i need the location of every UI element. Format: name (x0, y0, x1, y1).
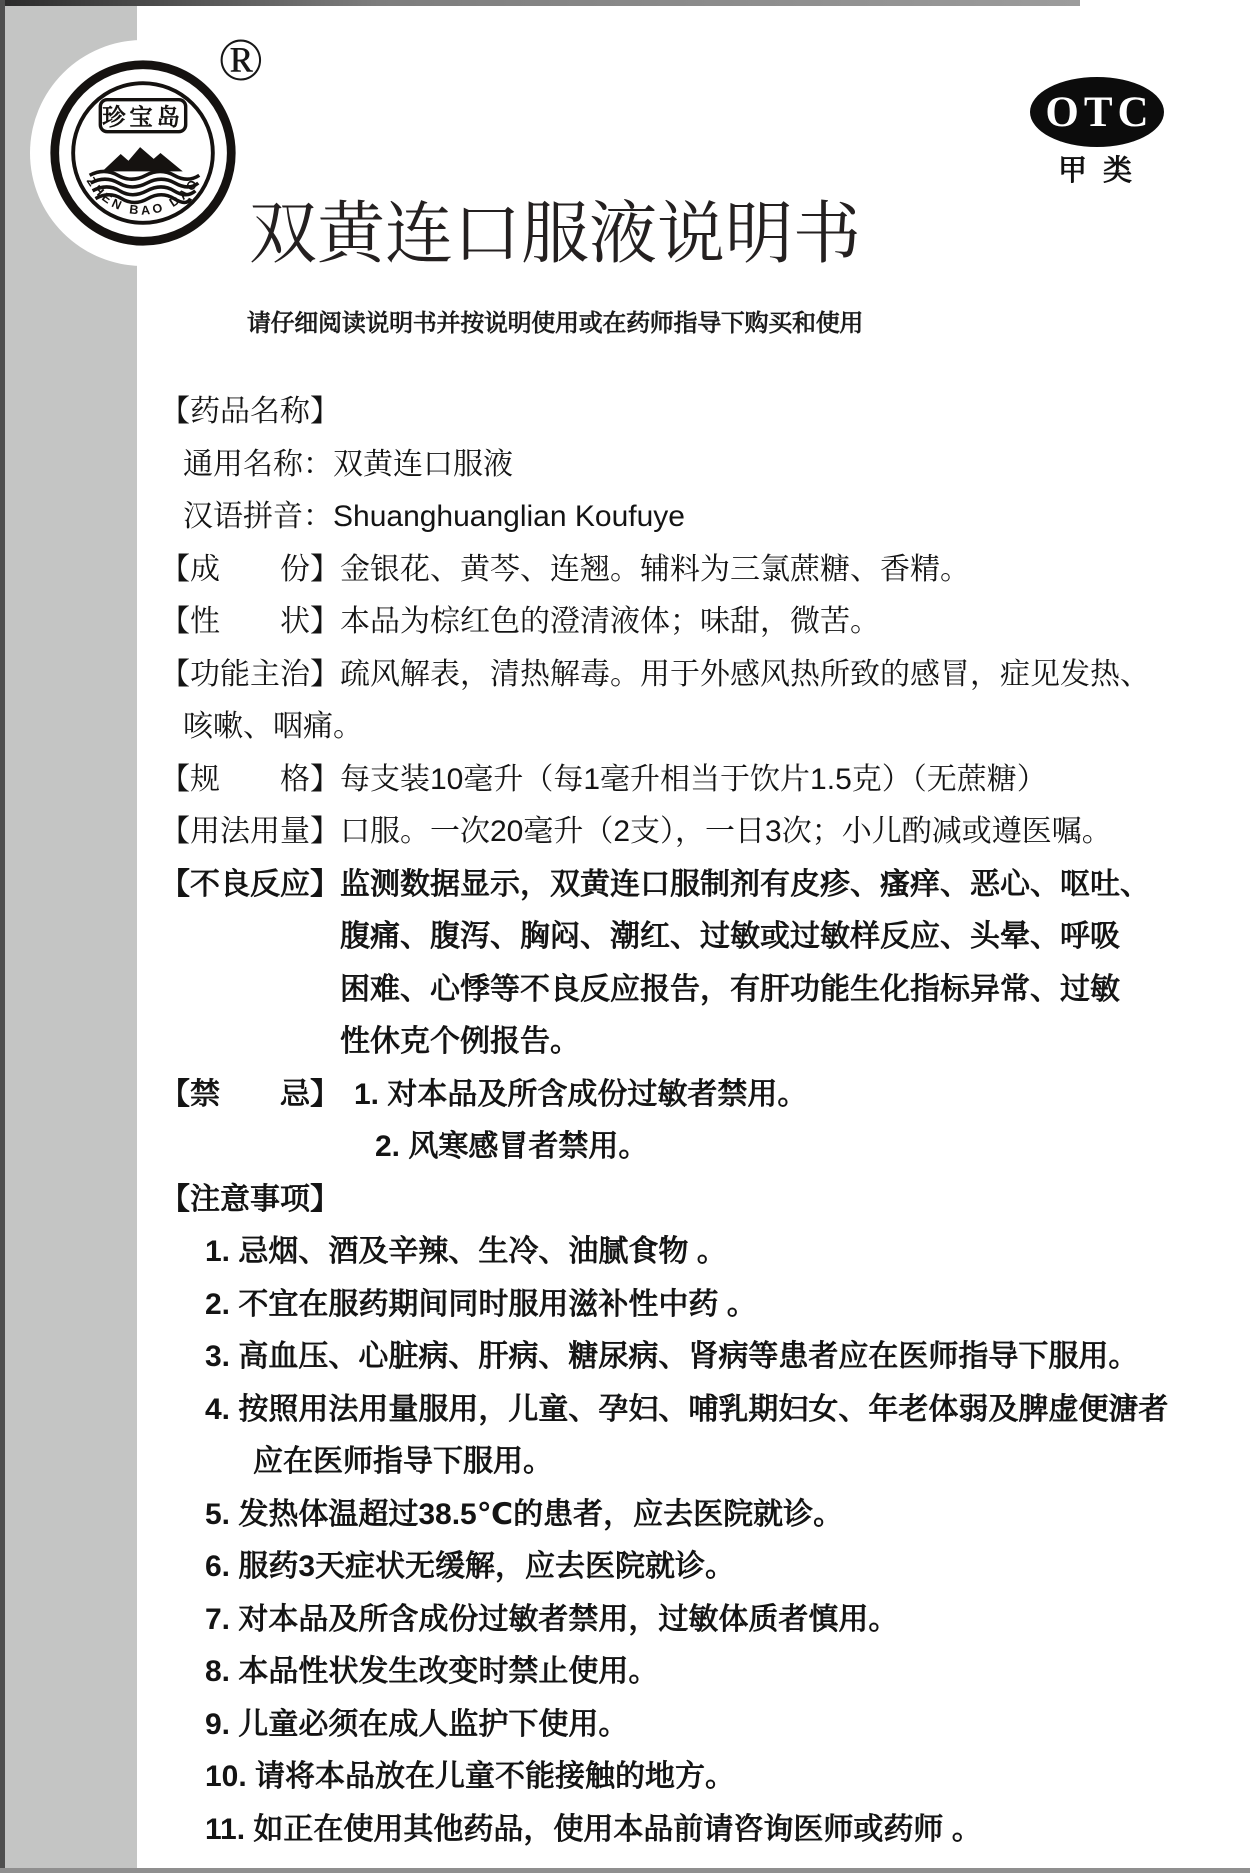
logo-name-cn: 珍宝岛 (102, 103, 184, 130)
section-contraindications (160, 1069, 1230, 1122)
left-gray-band (5, 6, 137, 1868)
leaflet-body (160, 386, 1230, 1856)
pinyin-name-line: 汉语拼音：Shuanghuanglian Koufuye (183, 500, 685, 533)
contraindications-item1: 1. 对本品及所含成份过敏者禁用。 (354, 1077, 808, 1111)
specification-label: 【规 格】 (160, 762, 340, 796)
functions-label: 【功能主治】 (160, 657, 340, 691)
generic-name-line: 通用名称：双黄连口服液 (183, 447, 513, 481)
section-ingredients (160, 544, 1230, 597)
precaution-item: 11. 如正在使用其他药品，使用本品前请咨询医师或药师 。 (205, 1812, 982, 1846)
contraindications-label: 【禁 忌】 (160, 1077, 340, 1111)
precautions-list (160, 1226, 1230, 1856)
dosage-text: 口服。一次20毫升（2支），一日3次；小儿酌减或遵医嘱。 (340, 815, 1112, 848)
precaution-item: 2. 不宜在服药期间同时服用滋补性中药 。 (205, 1287, 757, 1321)
precaution-item: 5. 发热体温超过38.5℃的患者，应去医院就诊。 (205, 1497, 844, 1531)
adverse-text-line1: 监测数据显示，双黄连口服制剂有皮疹、瘙痒、恶心、呕吐、 (340, 867, 1150, 901)
adverse-text-line4: 性休克个例报告。 (340, 1025, 580, 1058)
section-adverse-reactions (160, 859, 1230, 912)
page-top-border (0, 0, 1080, 6)
precaution-item: 1. 忌烟、酒及辛辣、生冷、油腻食物 。 (205, 1235, 727, 1268)
page-left-border (0, 0, 5, 1873)
functions-text-line2: 咳嗽、咽痛。 (183, 710, 363, 743)
contraindications-item2: 2. 风寒感冒者禁用。 (375, 1130, 649, 1163)
logo-name-romanized: ZHEN BAO DAO (83, 174, 203, 218)
ingredients-text: 金银花、黄芩、连翘。辅料为三氯蔗糖、香精。 (340, 552, 970, 586)
adverse-text-line3: 困难、心悸等不良反应报告，有肝功能生化指标异常、过敏 (340, 972, 1120, 1006)
document-subtitle: 请仔细阅读说明书并按说明使用或在药师指导下购买和使用 (246, 310, 864, 337)
section-precautions-label: 【注意事项】 (160, 1182, 340, 1216)
section-functions (160, 649, 1230, 702)
precaution-item: 7. 对本品及所含成份过敏者禁用，过敏体质者慎用。 (205, 1602, 899, 1636)
otc-class-label: 甲 类 (1057, 155, 1137, 187)
otc-badge: OTC (1030, 77, 1164, 147)
section-dosage (160, 806, 1230, 859)
page-bottom-border (0, 1868, 1250, 1873)
ingredients-label: 【成 份】 (160, 552, 340, 586)
dosage-label: 【用法用量】 (160, 815, 340, 848)
appearance-text: 本品为棕红色的澄清液体；味甜，微苦。 (340, 605, 880, 638)
adverse-label: 【不良反应】 (160, 867, 340, 901)
section-appearance (160, 596, 1230, 649)
precaution-item: 4. 按照用法用量服用，儿童、孕妇、哺乳期妇女、年老体弱及脾虚便溏者 (205, 1392, 1169, 1426)
precaution-item: 6. 服药3天症状无缓解，应去医院就诊。 (205, 1550, 736, 1583)
registered-trademark-icon: ® (218, 27, 264, 93)
adverse-text-line2: 腹痛、腹泻、胸闷、潮红、过敏或过敏样反应、头晕、呼吸 (340, 920, 1120, 953)
document-title: 双黄连口服液说明书 (248, 196, 861, 272)
precaution-item: 9. 儿童必须在成人监护下使用。 (205, 1707, 629, 1741)
precaution-item: 3. 高血压、心脏病、肝病、糖尿病、肾病等患者应在医师指导下服用。 (205, 1340, 1139, 1373)
section-specification (160, 754, 1230, 807)
specification-text: 每支装10毫升（每1毫升相当于饮片1.5克）（无蔗糖） (340, 762, 1047, 796)
functions-text-line1: 疏风解表，清热解毒。用于外感风热所致的感冒，症见发热、 (340, 657, 1150, 691)
precaution-item: 8. 本品性状发生改变时禁止使用。 (205, 1655, 659, 1688)
appearance-label: 【性 状】 (160, 605, 340, 638)
precaution-item-continuation: 应在医师指导下服用。 (253, 1445, 553, 1478)
precaution-item: 10. 请将本品放在儿童不能接触的地方。 (205, 1760, 736, 1793)
section-drug-name-label: 【药品名称】 (160, 395, 340, 428)
